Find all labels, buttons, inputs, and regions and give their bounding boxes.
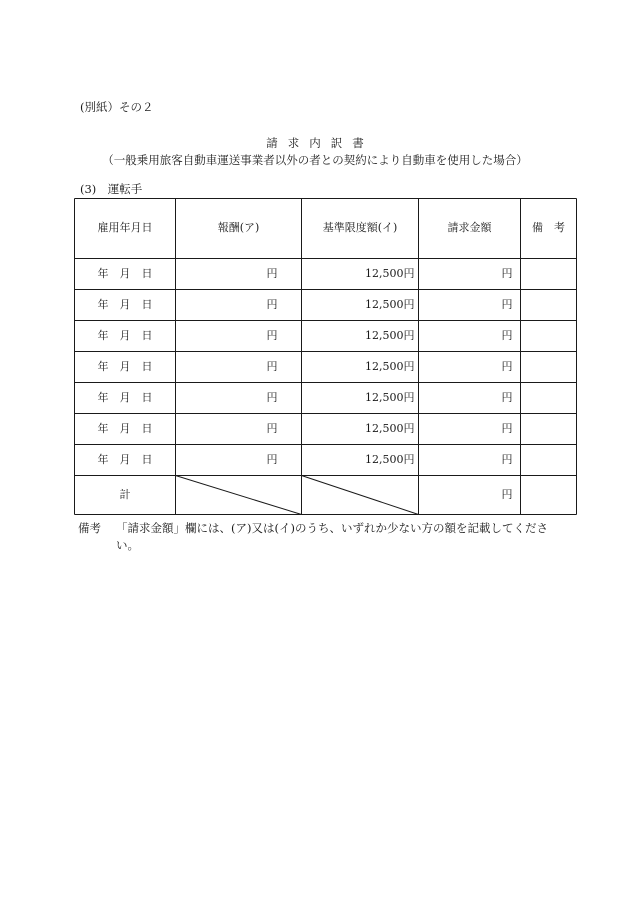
row-claim-amount: 円 xyxy=(501,391,513,404)
row-standard-limit: 12,500円 xyxy=(365,422,415,435)
header-employment-date: 雇用年月日 xyxy=(97,221,153,234)
row-claim-amount: 円 xyxy=(501,453,513,466)
row-reward: 円 xyxy=(266,267,278,280)
row-claim-amount: 円 xyxy=(501,360,513,373)
document-title: 請求内訳書 xyxy=(266,136,374,150)
row-reward: 円 xyxy=(266,453,278,466)
row-reward: 円 xyxy=(266,360,278,373)
row-reward: 円 xyxy=(266,391,278,404)
total-claim-amount: 円 xyxy=(501,488,513,501)
total-label: 計 xyxy=(119,488,131,501)
table-grid-lines xyxy=(74,198,577,516)
section-label: (3) 運転手 xyxy=(80,182,143,196)
row-employment-date: 年 月 日 xyxy=(97,360,153,373)
row-claim-amount: 円 xyxy=(501,422,513,435)
row-standard-limit: 12,500円 xyxy=(365,267,415,280)
attachment-label: (別紙）その２ xyxy=(80,100,154,114)
row-standard-limit: 12,500円 xyxy=(365,391,415,404)
row-standard-limit: 12,500円 xyxy=(365,360,415,373)
document-subtitle: （一般乗用旅客自動車運送事業者以外の者との契約により自動車を使用した場合） xyxy=(102,153,528,167)
claim-breakdown-table xyxy=(74,198,577,516)
row-claim-amount: 円 xyxy=(501,329,513,342)
row-employment-date: 年 月 日 xyxy=(97,298,153,311)
row-reward: 円 xyxy=(266,329,278,342)
row-reward: 円 xyxy=(266,298,278,311)
header-standard-limit: 基準限度額(イ) xyxy=(322,221,398,234)
total-reward-strike xyxy=(176,476,302,515)
row-employment-date: 年 月 日 xyxy=(97,453,153,466)
row-employment-date: 年 月 日 xyxy=(97,329,153,342)
note-label: 備考 xyxy=(78,521,101,535)
row-employment-date: 年 月 日 xyxy=(97,422,153,435)
total-limit-strike xyxy=(302,476,419,515)
note-text-continued: い。 xyxy=(116,538,139,552)
row-reward: 円 xyxy=(266,422,278,435)
row-standard-limit: 12,500円 xyxy=(365,453,415,466)
header-claim-amount: 請求金額 xyxy=(447,221,492,234)
header-reward: 報酬(ア) xyxy=(217,221,260,234)
row-claim-amount: 円 xyxy=(501,298,513,311)
row-claim-amount: 円 xyxy=(501,267,513,280)
row-employment-date: 年 月 日 xyxy=(97,391,153,404)
header-remarks: 備 考 xyxy=(532,221,565,234)
row-standard-limit: 12,500円 xyxy=(365,329,415,342)
row-employment-date: 年 月 日 xyxy=(97,267,153,280)
row-standard-limit: 12,500円 xyxy=(365,298,415,311)
note-text: 「請求金額」欄には、(ア)又は(イ)のうち、いずれか少ない方の額を記載してくださ xyxy=(116,521,548,535)
